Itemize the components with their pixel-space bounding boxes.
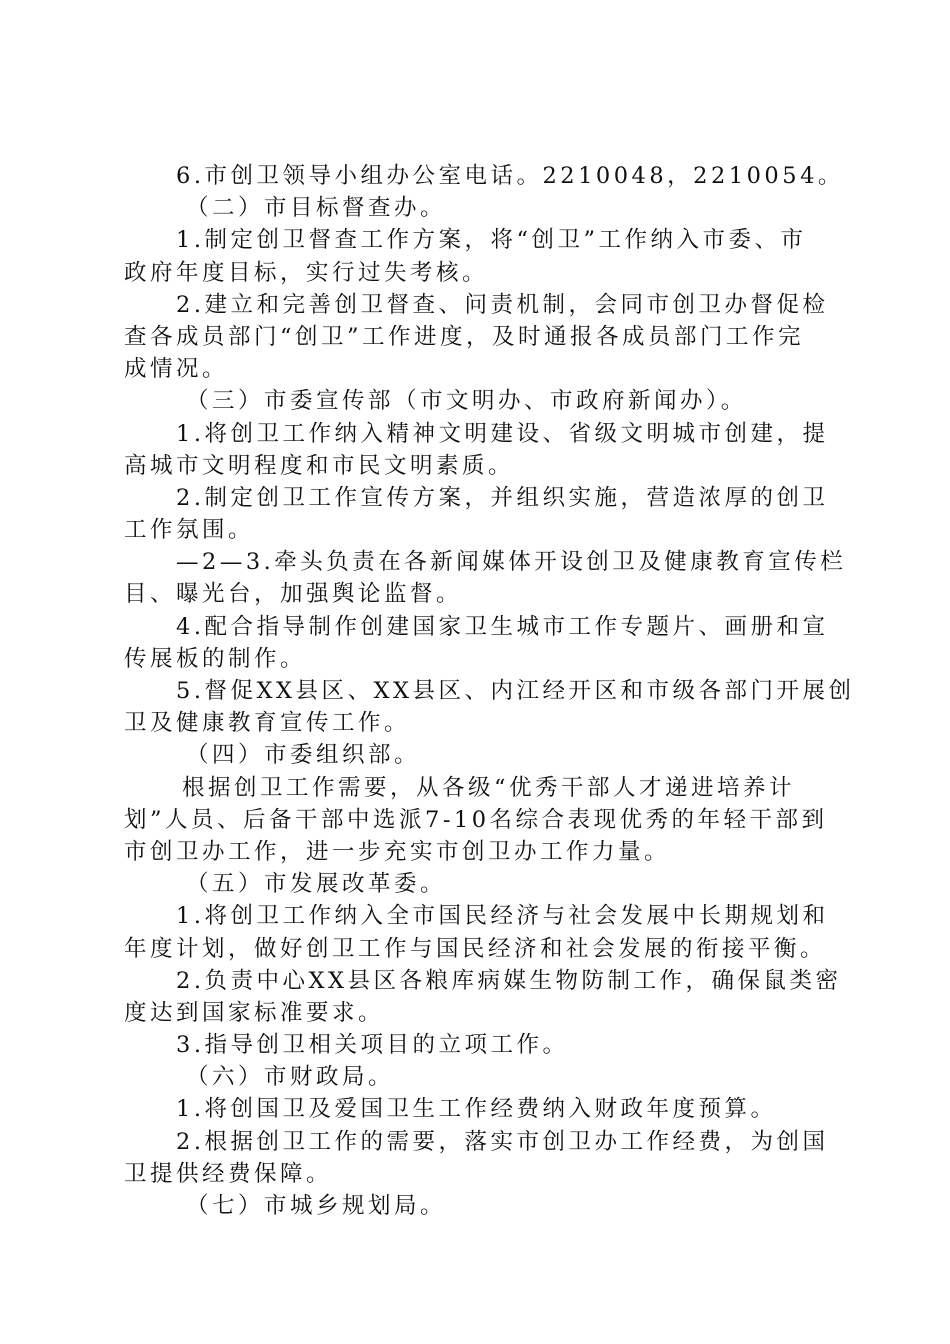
paragraph-line: 1.将创卫工作纳入精神文明建设、省级文明城市创建，提 xyxy=(176,420,829,447)
paragraph-line: 5.督促XX县区、XX县区、内江经开区和市级各部门开展创 xyxy=(176,678,855,704)
section-heading: （四）市委组织部。 xyxy=(186,742,421,769)
document-body xyxy=(124,160,855,1222)
section-heading: （五）市发展改革委。 xyxy=(186,871,447,898)
paragraph-line: 市创卫办工作，进一步充实市创卫办工作力量。 xyxy=(124,838,671,865)
paragraph-line: 划”人员、后备干部中选派7-10名综合表现优秀的年轻干部到 xyxy=(124,806,828,833)
paragraph-line: 1.将创卫工作纳入全市国民经济与社会发展中长期规划和 xyxy=(176,903,829,930)
paragraph-line: 2.负责中心XX县区各粮库病媒生物防制工作，确保鼠类密 xyxy=(176,967,842,994)
paragraph-line: 4.配合指导制作创建国家卫生城市工作专题片、画册和宣 xyxy=(176,613,829,640)
paragraph-line: 政府年度目标，实行过失考核。 xyxy=(124,259,489,286)
section-heading: （六）市财政局。 xyxy=(186,1064,395,1091)
paragraph-line: 6.市创卫领导小组办公室电话。2210048，2210054。 xyxy=(176,163,844,189)
paragraph-line: 根据创卫工作需要，从各级“优秀干部人才递进培养计 xyxy=(182,774,796,801)
paragraph-line: 高城市文明程度和市民文明素质。 xyxy=(124,452,515,479)
paragraph-line: 查各成员部门“创卫”工作进度，及时通报各成员部门工作完 xyxy=(124,323,805,350)
paragraph-line: 度达到国家标准要求。 xyxy=(124,999,385,1026)
paragraph-line: 3.指导创卫相关项目的立项工作。 xyxy=(176,1032,569,1059)
section-heading: （七）市城乡规划局。 xyxy=(186,1193,447,1219)
paragraph-line: 传展板的制作。 xyxy=(124,645,307,672)
paragraph-line: 成情况。 xyxy=(124,356,229,383)
paragraph-line: 2.根据创卫工作的需要，落实市创卫办工作经费，为创国 xyxy=(176,1128,829,1155)
paragraph-line: 工作氛围。 xyxy=(124,517,255,544)
paragraph-line: 2.制定创卫工作宣传方案，并组织实施，营造浓厚的创卫 xyxy=(176,484,829,511)
paragraph-line: 年度计划，做好创卫工作与国民经济和社会发展的衔接平衡。 xyxy=(124,935,827,962)
paragraph-line: 卫提供经费保障。 xyxy=(124,1160,333,1187)
paragraph-line: —2—3.牵头负责在各新闻媒体开设创卫及健康教育宣传栏 xyxy=(176,549,847,576)
paragraph-line: 1.将创国卫及爱国卫生工作经费纳入财政年度预算。 xyxy=(176,1096,777,1123)
paragraph-line: 1.制定创卫督查工作方案，将“创卫”工作纳入市委、市 xyxy=(176,227,807,254)
section-heading: （二）市目标督查办。 xyxy=(186,195,447,222)
paragraph-line: 卫及健康教育宣传工作。 xyxy=(124,710,411,737)
paragraph-line: 目、曝光台，加强舆论监督。 xyxy=(124,581,463,608)
paragraph-line: 2.建立和完善创卫督查、问责机制，会同市创卫办督促检 xyxy=(176,291,829,318)
section-heading: （三）市委宣传部（市文明办、市政府新闻办）。 xyxy=(186,388,747,415)
